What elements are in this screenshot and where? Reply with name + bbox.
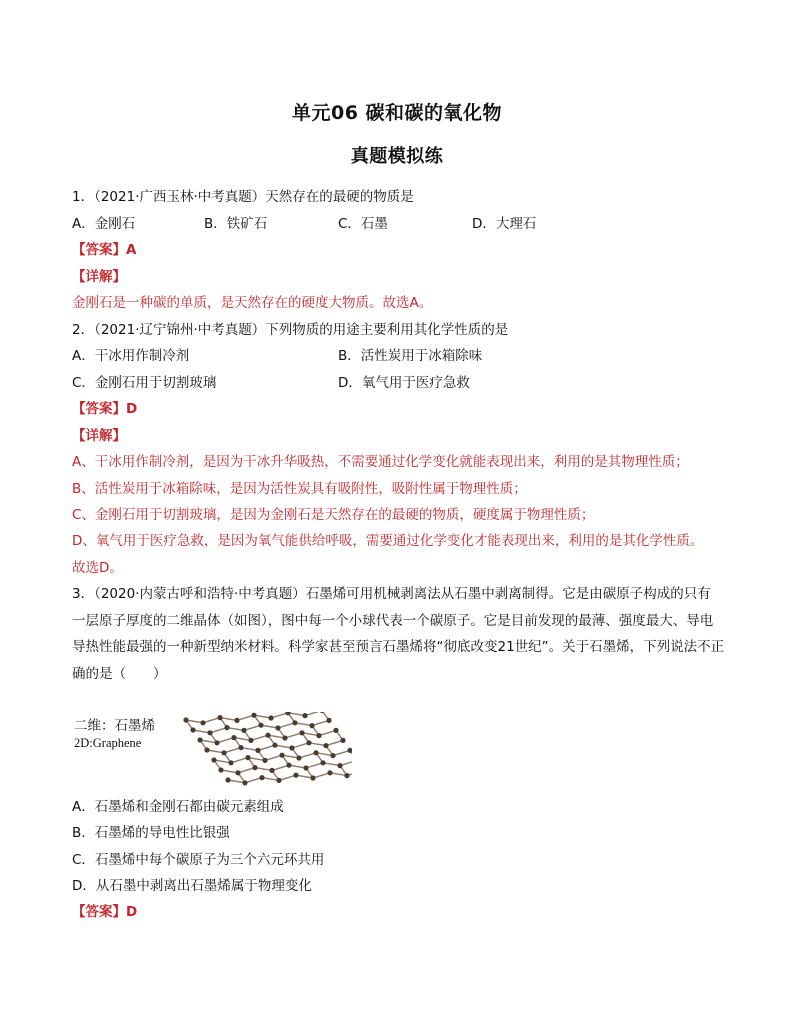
- carbon-atom: [190, 727, 195, 732]
- lattice-bond: [333, 750, 350, 755]
- question-3-stem-line: 3．（2020·内蒙古呼和浩特·中考真题）石墨烯可用机械剥离法从石墨中剥离制得。它是由碳原子构成的只有: [72, 586, 711, 602]
- lattice-bond: [312, 720, 329, 725]
- graphene-lattice-illustration: [172, 712, 352, 792]
- carbon-atom: [255, 748, 260, 753]
- carbon-atom: [245, 755, 250, 760]
- carbon-atom: [225, 777, 230, 782]
- question-2-stem: 2．（2021·辽宁锦州·中考真题）下列物质的用途主要利用其化学性质的是: [72, 322, 509, 338]
- carbon-atom: [217, 715, 222, 720]
- carbon-atom: [327, 770, 332, 775]
- q2-option-b: B．活性炭用于冰箱除味: [338, 348, 483, 364]
- carbon-atom: [258, 723, 263, 728]
- lattice-bond: [278, 723, 295, 728]
- carbon-atom: [286, 763, 291, 768]
- q2-detail-line: A、干冰用作制冷剂，是因为干冰升华吸热，不需要通过化学变化就能表现出来，利用的是其物理性质；: [72, 454, 689, 470]
- carbon-atom: [248, 738, 253, 743]
- carbon-atom: [289, 745, 294, 750]
- question-3-stem-line: 确的是（ ）: [72, 666, 167, 682]
- q2-detail-line: C、金刚石用于切割玻璃，是因为金刚石是天然存在的最硬的物质，硬度属于物理性质；: [72, 507, 595, 523]
- lattice-bond: [326, 740, 343, 745]
- carbon-atom: [279, 753, 284, 758]
- carbon-atom: [313, 750, 318, 755]
- lattice-bond: [299, 753, 316, 758]
- carbon-atom: [183, 717, 188, 722]
- carbon-atom: [211, 757, 216, 762]
- carbon-atom: [299, 730, 304, 735]
- lattice-bond: [245, 778, 262, 783]
- carbon-atom: [337, 763, 342, 768]
- carbon-atom: [323, 743, 328, 748]
- carbon-atom: [306, 740, 311, 745]
- lattice-bond: [271, 713, 288, 718]
- lattice-bond: [285, 733, 302, 738]
- q1-detail-label: 【详解】: [72, 269, 126, 285]
- carbon-atom: [262, 758, 267, 763]
- lattice-bond: [265, 755, 282, 760]
- carbon-atom: [282, 735, 287, 740]
- figure-caption-cn: 二维：石墨烯: [74, 718, 155, 734]
- lattice-bond: [313, 773, 330, 778]
- graphene-figure: [72, 712, 372, 792]
- carbon-atom: [228, 760, 233, 765]
- carbon-atom: [241, 728, 246, 733]
- lattice-bond: [306, 763, 323, 768]
- carbon-atom: [316, 733, 321, 738]
- carbon-atom: [309, 723, 314, 728]
- carbon-atom: [265, 733, 270, 738]
- lattice-bond: [272, 765, 289, 770]
- q1-option-b: B．铁矿石: [204, 216, 268, 232]
- lattice-bond: [237, 715, 254, 720]
- carbon-atom: [310, 775, 315, 780]
- q2-detail-line: B、活性炭用于冰箱除味，是因为活性炭具有吸附性，吸附性属于物理性质；: [72, 481, 527, 497]
- q2-detail-line: D、氧气用于医疗急救，是因为氧气能供给呼吸，需要通过化学变化才能表现出来，利用的是其化学性质。: [72, 533, 704, 549]
- q3-option-c: C．石墨烯中每个碳原子为三个六元环共用: [72, 852, 325, 868]
- lattice-bond: [258, 745, 275, 750]
- q1-detail-line: 金刚石是一种碳的单质，是天然存在的硬度大物质。故选A。: [72, 295, 433, 311]
- q2-detail-label: 【详解】: [72, 428, 126, 444]
- lattice-bond: [244, 725, 261, 730]
- carbon-atom: [296, 755, 301, 760]
- carbon-atom: [238, 745, 243, 750]
- question-3-stem-line: 一层原子厚度的二维晶体（如图），图中每一个小球代表一个碳原子。它是目前发现的最薄、强度最大、导电: [72, 613, 714, 629]
- question-3-stem-line: 导热性能最强的一种新型纳米材料。科学家甚至预言石墨烯将“彻底改变21世纪”。关于石墨烯，下列说法不正: [72, 639, 725, 655]
- carbon-atom: [252, 765, 257, 770]
- q2-detail-line: 故选D。: [72, 560, 123, 576]
- lattice-bond: [319, 730, 336, 735]
- question-1-stem: 1．（2021·广西玉林·中考真题）天然存在的最硬的物质是: [72, 189, 414, 205]
- lattice-bond: [217, 738, 234, 743]
- q3-answer: 【答案】D: [72, 904, 138, 920]
- carbon-atom: [204, 747, 209, 752]
- lattice-bond: [238, 768, 255, 773]
- carbon-atom: [200, 720, 205, 725]
- q1-option-a: A．金刚石: [72, 216, 136, 232]
- q3-option-a: A．石墨烯和金刚石都由碳元素组成: [72, 799, 284, 815]
- carbon-atom: [269, 768, 274, 773]
- lattice-bond: [279, 775, 296, 780]
- carbon-atom: [340, 738, 345, 743]
- carbon-atom: [251, 713, 256, 718]
- carbon-atom: [303, 765, 308, 770]
- carbon-atom: [268, 715, 273, 720]
- q3-option-d: D．从石墨中剥离出石墨烯属于物理变化: [72, 878, 312, 894]
- carbon-atom: [259, 775, 264, 780]
- carbon-atom: [333, 728, 338, 733]
- carbon-atom: [242, 780, 247, 785]
- q2-option-a: A．干冰用作制冷剂: [72, 348, 190, 364]
- lattice-bond: [224, 748, 241, 753]
- figure-caption-en: 2D:Graphene: [74, 736, 142, 750]
- q2-option-c: C．金刚石用于切割玻璃: [72, 375, 217, 391]
- lattice-bond: [203, 718, 220, 723]
- carbon-atom: [235, 770, 240, 775]
- q2-option-d: D．氧气用于医疗急救: [338, 375, 470, 391]
- lattice-bond: [305, 712, 322, 716]
- page-subtitle: 真题模拟练: [350, 146, 444, 167]
- carbon-atom: [292, 720, 297, 725]
- carbon-atom: [197, 737, 202, 742]
- carbon-atom: [302, 713, 307, 718]
- carbon-atom: [214, 740, 219, 745]
- lattice-bond: [210, 728, 227, 733]
- carbon-atom: [347, 748, 352, 753]
- q1-option-d: D．大理石: [472, 216, 537, 232]
- carbon-atom: [272, 743, 277, 748]
- q1-option-c: C．石墨: [338, 216, 388, 232]
- carbon-atom: [218, 767, 223, 772]
- carbon-atom: [221, 750, 226, 755]
- page-title: 单元06 碳和碳的氧化物: [291, 102, 503, 124]
- q3-option-b: B．石墨烯的导电性比银强: [72, 825, 230, 841]
- carbon-atom: [293, 773, 298, 778]
- carbon-atom: [275, 725, 280, 730]
- lattice-bond: [251, 735, 268, 740]
- carbon-atom: [330, 753, 335, 758]
- carbon-atom: [276, 778, 281, 783]
- carbon-atom: [234, 718, 239, 723]
- q2-answer: 【答案】D: [72, 401, 138, 417]
- carbon-atom: [224, 725, 229, 730]
- carbon-atom: [344, 773, 349, 778]
- carbon-atom: [207, 730, 212, 735]
- lattice-bond: [231, 758, 248, 763]
- carbon-atom: [320, 760, 325, 765]
- lattice-bond: [292, 743, 309, 748]
- carbon-atom: [326, 718, 331, 723]
- carbon-atom: [231, 735, 236, 740]
- q1-answer: 【答案】A: [72, 242, 137, 258]
